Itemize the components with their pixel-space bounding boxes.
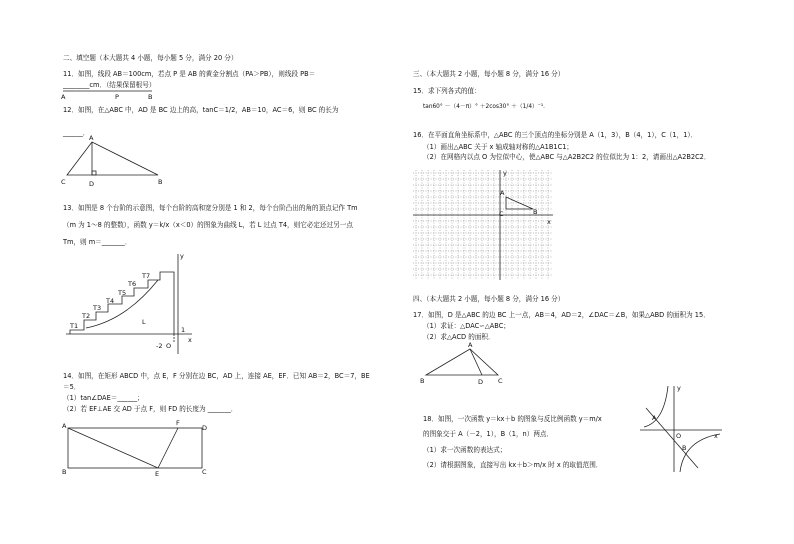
q17-line1: 17．如图，D 是△ABC 的边 BC 上一点，AB＝4，AD＝2，∠DAC＝∠B，如果△ABD 的面积为 15． bbox=[413, 311, 710, 319]
q18-line3: （1）求一次函数的表达式； bbox=[423, 446, 507, 454]
point-b-label: B bbox=[62, 468, 67, 476]
label-t5: T5 bbox=[118, 289, 127, 297]
q11-line1: 11．如图，线段 AB＝100cm，若点 P 是 AB 的黄金分割点（PA＞PB），则线段 PB＝ bbox=[63, 70, 316, 78]
segment-ad bbox=[470, 349, 482, 375]
label-x: x bbox=[714, 432, 718, 440]
point-c-label: C bbox=[61, 178, 66, 186]
section3-title: 三、（本大题共 2 小题，每小题 8 分，满分 16 分） bbox=[413, 70, 565, 78]
segment-ef bbox=[158, 428, 178, 468]
section2-title: 二、填空题（本大题共 4 小题，每小题 5 分，满分 20 分） bbox=[63, 54, 238, 62]
point-b-label: B bbox=[420, 377, 425, 385]
label-neg2: -2 bbox=[156, 342, 163, 350]
point-d-label: D bbox=[478, 378, 484, 386]
q12-triangle-figure bbox=[60, 134, 170, 188]
q18-line1: 18．如图，一次函数 y＝kx＋b 的图象与反比例函数 y＝m/x bbox=[423, 415, 602, 423]
triangle-abc bbox=[67, 142, 158, 175]
label-t4: T4 bbox=[106, 297, 115, 305]
point-d-label: D bbox=[89, 180, 95, 188]
q18-line2: 的图象交于 A（－2，1），B（1，n）两点． bbox=[423, 430, 554, 438]
point-c-label: C bbox=[202, 468, 207, 476]
point-a-label: A bbox=[500, 189, 505, 197]
label-y: y bbox=[180, 252, 184, 260]
q18-line4: （2）请根据图象，直接写出 kx＋b＞m/x 时 x 的取值范围． bbox=[423, 461, 603, 469]
q12-line2: ______． bbox=[63, 129, 90, 137]
q14-line1: 14．如图，在矩形 ABCD 中，点 E，F 分别在边 BC，AD 上，连接 AE，EF．已知 AB＝2，BC＝7，BE bbox=[63, 372, 370, 380]
q17-line3: （2）求△ACD 的面积． bbox=[423, 333, 495, 341]
q14-line2: ＝5． bbox=[63, 383, 81, 391]
label-l: L bbox=[142, 318, 146, 326]
label-x: x bbox=[188, 336, 192, 344]
label-o: O bbox=[676, 432, 682, 440]
q13-line2: （m 为 1～8 的整数），函数 y＝k/x（x＜0）的图象为曲线 L，若 L 过点 T4，则它必定还过另一点 bbox=[63, 221, 353, 229]
rectangle-abcd bbox=[68, 428, 202, 468]
point-c-label: C bbox=[498, 377, 503, 385]
label-t1: T1 bbox=[70, 322, 79, 330]
q16-line1: 16．在平面直角坐标系中，△ABC 的三个顶点的坐标分别是 A（1，3），B（4，1），C（1，1）． bbox=[413, 131, 698, 139]
label-t7: T7 bbox=[142, 272, 151, 280]
label-y: y bbox=[503, 169, 507, 177]
q13-staircase-figure bbox=[66, 250, 196, 355]
point-a-label: A bbox=[652, 414, 657, 422]
label-t3: T3 bbox=[93, 304, 102, 312]
q17-line2: （1）求证：△DAC∽△ABC； bbox=[423, 322, 510, 330]
q13-line3: Tm，则 m＝_______． bbox=[63, 238, 132, 246]
label-o: O bbox=[166, 342, 172, 350]
section4-title: 四、（本大题共 2 小题，每小题 8 分，满分 16 分） bbox=[413, 295, 565, 303]
q11-line2: ________cm．（结果保留根号） bbox=[63, 81, 156, 89]
q14-line3: （1）tan∠DAE＝______； bbox=[63, 394, 144, 402]
label-t2: T2 bbox=[82, 312, 91, 320]
segment-ae bbox=[68, 428, 158, 468]
q16-line3: （2）在网格内以点 O 为位似中心，使△ABC 与△A2B2C2 的位似比为 1：2，请画出△A2B2C2． bbox=[423, 153, 711, 161]
point-f-label: F bbox=[176, 419, 180, 427]
point-d-label: D bbox=[202, 424, 208, 432]
triangle-abc bbox=[426, 349, 498, 375]
q12-line1: 12．如图，在△ABC 中，AD 是 BC 边上的高，tanC＝1/2，AB＝10，AC＝6，则 BC 的长为 bbox=[63, 106, 339, 114]
q13-line1: 13．如图是 8 个台阶的示意图，每个台阶的高和宽分别是 1 和 2，每个台阶凸出的角的顶点记作 Tm bbox=[63, 204, 358, 212]
point-b-label: B bbox=[148, 93, 153, 101]
grid-lines bbox=[413, 170, 553, 280]
q17-triangle-figure bbox=[418, 343, 518, 388]
point-p-label: P bbox=[115, 93, 119, 101]
q16-coordinate-grid bbox=[413, 170, 553, 280]
q18-function-figure bbox=[636, 382, 726, 474]
point-b-label: B bbox=[682, 444, 687, 452]
q11-segment-figure bbox=[60, 86, 180, 102]
label-x: x bbox=[547, 218, 551, 226]
point-b-label: B bbox=[158, 178, 163, 186]
point-a-label: A bbox=[89, 134, 94, 142]
q14-line4: （2）若 EF⊥AE 交 AD 于点 F，则 FD 的长度为 _______． bbox=[63, 405, 238, 413]
q14-rectangle-figure bbox=[60, 420, 220, 480]
point-a-label: A bbox=[468, 341, 473, 349]
point-a-label: A bbox=[62, 422, 67, 430]
label-1: 1 bbox=[181, 326, 186, 334]
q15-expression: tan60° －（4－π）° ＋2cos30° ＋（1/4）⁻¹． bbox=[423, 104, 549, 110]
label-t6: T6 bbox=[128, 280, 137, 288]
point-e-label: E bbox=[155, 470, 160, 478]
q15-text: 15．求下列各式的值： bbox=[413, 87, 481, 95]
q16-line2: （1）画出△ABC 关于 x 轴成轴对称的△A1B1C1； bbox=[423, 143, 573, 151]
point-b-label: B bbox=[533, 208, 538, 216]
label-y: y bbox=[677, 384, 681, 392]
point-a-label: A bbox=[61, 93, 66, 101]
right-angle-mark bbox=[92, 171, 96, 175]
staircase bbox=[70, 272, 174, 334]
point-c-label: C bbox=[499, 210, 504, 218]
